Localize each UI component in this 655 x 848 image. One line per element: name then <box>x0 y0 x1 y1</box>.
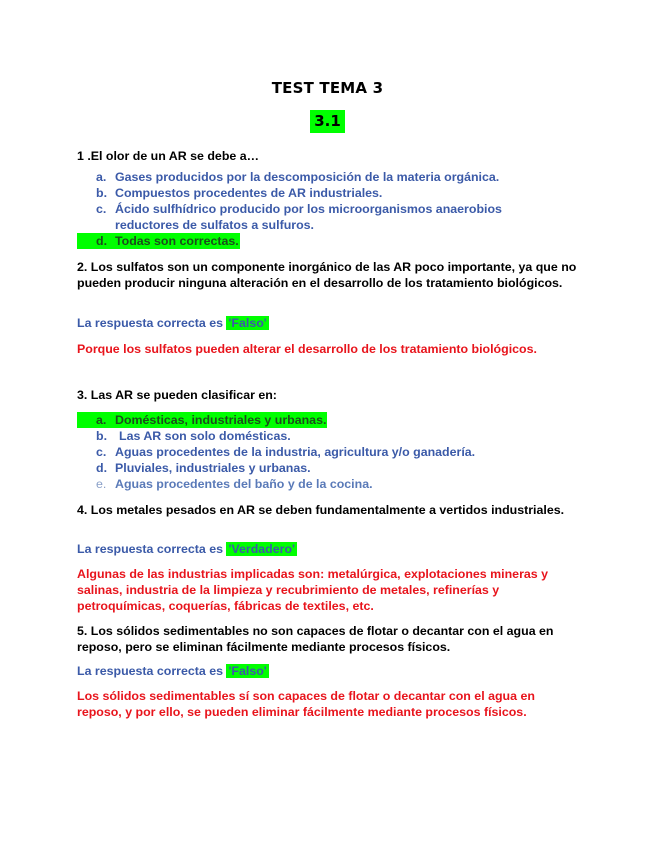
question-4-answer: La respuesta correcta es 'Verdadero' <box>77 542 295 556</box>
question-2: 2. Los sulfatos son un componente inorgánico de las AR poco importante, ya que no pueden producir ninguna alteración en el desarrollo de los tratamiento biológicos. <box>77 260 577 290</box>
question-3-option-c: c. Aguas procedentes de la industria, agricultura y/o ganadería. <box>96 445 476 459</box>
question-3-option-d: d. Pluviales, industriales y urbanas. <box>96 461 311 475</box>
question-3-option-b: b. Las AR son solo domésticas. <box>96 429 291 443</box>
question-4-explanation: Algunas de las industrias implicadas son: metalúrgica, explotaciones mineras y salinas, industria de la limpieza y recubrimiento de metales, refinerías y petroquímicas, coquerías, fábricas de textiles, etc. <box>77 567 549 613</box>
question-5-explanation: Los sólidos sedimentables sí son capaces de flotar o decantar con el agua en reposo, y por ello, se pueden eliminar fácilmente mediante procesos físicos. <box>77 689 535 719</box>
question-5: 5. Los sólidos sedimentables no son capaces de flotar o decantar con el agua en reposo, pero se eliminan fácilmente mediante procesos físicos. <box>77 624 554 654</box>
question-3: 3. Las AR se pueden clasificar en: <box>77 388 277 402</box>
question-1-option-b: b. Compuestos procedentes de AR industriales. <box>96 186 383 200</box>
question-1-option-a: a. Gases producidos por la descomposición de la materia orgánica. <box>96 170 500 184</box>
question-1-option-c: c. Ácido sulfhídrico producido por los microorganismos anaerobios reductores de sulfatos a sulfuros. <box>96 202 502 232</box>
question-4-answer-value: 'Verdadero' <box>228 542 295 556</box>
question-4: 4. Los metales pesados en AR se deben fundamentalmente a vertidos industriales. <box>77 503 565 517</box>
question-3-option-a-correct: a. Domésticas, industriales y urbanas. <box>77 412 547 428</box>
section-number <box>0 112 655 130</box>
question-3-options <box>77 412 547 492</box>
question-1-option-d-correct: d. Todas son correctas. <box>77 233 547 249</box>
question-2-answer-value: 'Falso' <box>228 316 267 330</box>
document-title: TEST TEMA 3 <box>271 79 384 97</box>
question-2-explanation: Porque los sulfatos pueden alterar el desarrollo de los tratamiento biológicos. <box>77 342 537 356</box>
question-2-answer: La respuesta correcta es 'Falso' <box>77 316 267 330</box>
question-5-answer-value: 'Falso' <box>228 664 267 678</box>
question-1: 1 .El olor de un AR se debe a… <box>77 149 259 163</box>
question-3-option-e: e. Aguas procedentes del baño y de la cocina. <box>96 477 373 491</box>
question-1-options <box>77 169 547 249</box>
section-number-highlight: 3.1 <box>310 110 345 133</box>
question-5-answer: La respuesta correcta es 'Falso' <box>77 664 267 678</box>
